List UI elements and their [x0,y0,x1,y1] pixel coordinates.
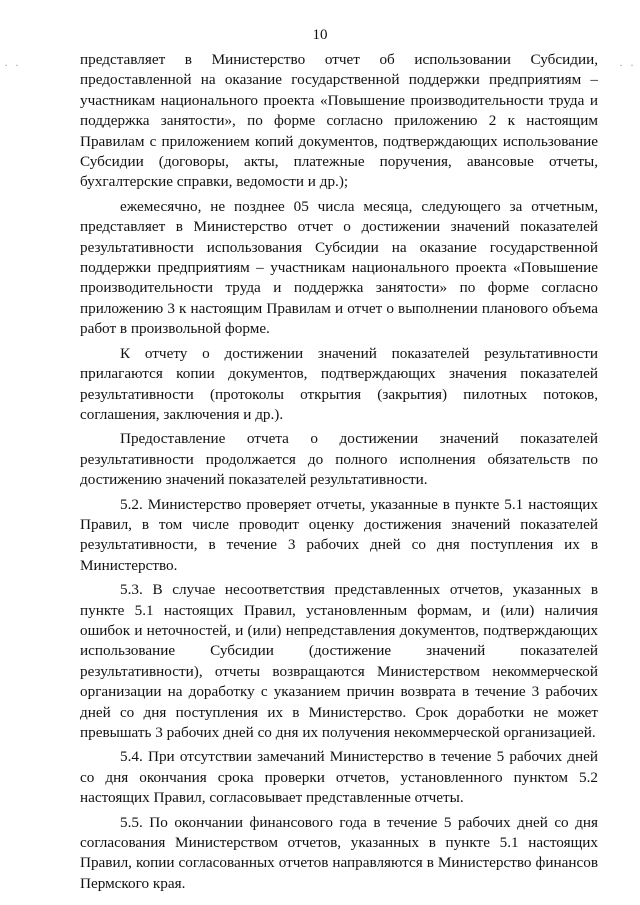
paragraph: 5.2. Министерство проверяет отчеты, указанные в пункте 5.1 настоящих Правил, в том числе проводит оценку достижения значений показателей результативности, в течение 3 рабочих дней со дня поступления их в Министерство. [80,495,598,574]
paragraph: представляет в Министерство отчет об использовании Субсидии, предоставленной на оказание государственной поддержки предприятиям – участникам национального проекта «Повышение производительности труда и поддержка занятости», по форме согласно приложению 2 к настоящим Правилам с приложением копий документов, подтверждающих использование Субсидии (договоры, акты, платежные поручения, авансовые отчеты, бухгалтерские справки, ведомости и др.); [80,51,598,191]
paragraph: 5.4. При отсутствии замечаний Министерство в течение 5 рабочих дней со дня окончания срока проверки отчетов, установленного пунктом 5.2 настоящих Правил, согласовывает представленные отчеты. [80,748,598,807]
paragraph: ежемесячно, не позднее 05 числа месяца, следующего за отчетным, представляет в Министерство отчет о достижении значений показателей результативности использования Субсидии на оказание государственной поддержки предприятиям – участникам национального проекта «Повышение производительности труда и поддержка занятости» по форме согласно приложению 3 к настоящим Правилам и отчет о выполнении планового объема работ в произвольной форме. [80,197,598,338]
paragraph: К отчету о достижении значений показателей результативности прилагаются копии документов, подтверждающих значения показателей результативности (протоколы открытия (закрытия) пилотных потоков, соглашения, заключения и др.). [80,344,598,423]
scan-artifact: · · [4,58,21,72]
page-number: 10 [312,27,328,43]
paragraph: 5.3. В случае несоответствия представленных отчетов, указанных в пункте 5.1 настоящих Правил, установленным формам, и (или) наличия ошибок и неточностей, и (или) непредставления документов, подтверждающих использование Субсидии (достижение значений показателей результативности), отчеты возвращаются Министерством некоммерческой организации на доработку с указанием причин возврата в течение 3 рабочих дней со дня поступления их в Министерство. Срок доработки не может превышать 3 рабочих дней со дня их получения некоммерческой организацией. [80,581,598,741]
paragraph: 5.5. По окончании финансового года в течение 5 рабочих дней со дня согласования Министерством отчетов, указанных в пункте 5.1 настоящих Правил, копии согласованных отчетов направляются в Министерство финансов Пермского края. [80,813,598,892]
scan-artifact: · · [619,58,636,72]
document-body [80,50,598,894]
paragraph: Предоставление отчета о достижении значений показателей результативности продолжается до полного исполнения обязательств по достижению значений показателей результативности. [80,430,598,489]
